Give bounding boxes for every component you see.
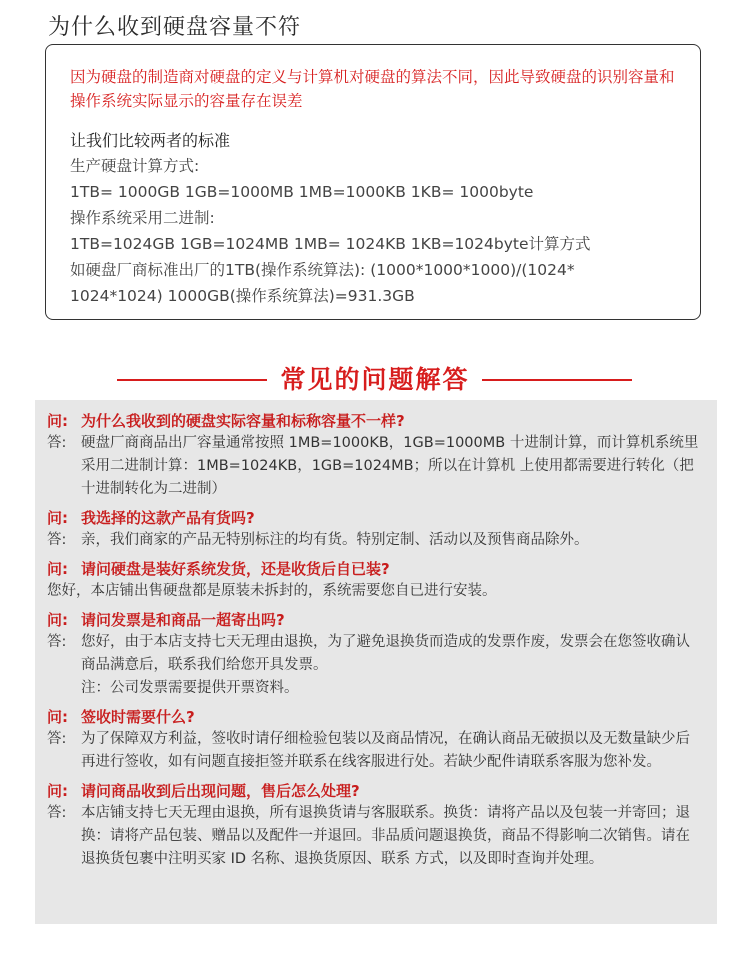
answer-text: 硬盘厂商商品出厂容量通常按照 1MB=1000KB，1GB=1000MB 十进制计算，而计算机系统里采用二进制计算：1MB=1024KB，1GB=1024MB；所以在计算机 上使用都需要进行转化（把十进制转化为二进制） [81,435,699,497]
warning-text: 因为硬盘的制造商对硬盘的定义与计算机对硬盘的算法不同，因此导致硬盘的识别容量和操作系统实际显示的容量存在误差 [70,68,675,110]
faq-item [47,410,701,501]
answer-text: 亲，我们商家的产品无特别标注的均有货。特别定制、活动以及预售商品除外。 [81,532,589,548]
question [47,780,701,802]
answer-note: 注：公司发票需要提供开票资料。 [81,680,299,696]
question [47,706,701,728]
standard-line: 1TB= 1000GB 1GB=1000MB 1MB=1000KB 1KB= 1000byte [70,183,534,201]
faq-item [47,706,701,774]
header-rule-right [482,379,632,381]
faq-item [47,507,701,552]
answer [47,802,701,871]
standard-line: 操作系统采用二进制: [70,209,215,227]
capacity-explanation-box [45,44,701,320]
question-mark: 问: [47,782,68,800]
faq-item [47,558,701,603]
faq-header-title: 常见的问题解答 [280,365,470,394]
question-text: 为什么我收到的硬盘实际容量和标称容量不一样? [81,412,405,430]
faq-header [0,358,750,398]
question-mark: 问: [47,611,68,629]
faq-item [47,780,701,871]
question-mark: 问: [47,708,68,726]
answer-mark: 答: [47,435,67,451]
answer-text: 本店铺支持七天无理由退换，所有退换货请与客服联系。换货：请将产品以及包装一并寄回；退换：请将产品包装、赠品以及配件一并退回。非品质问题退换货，商品不得影响二次销售。请在退换货包裹中注明买家 ID 名称、退换货原因、联系 方式，以及即时查询并处理。 [81,805,690,867]
answer [47,432,701,501]
question-text: 我选择的这款产品有货吗? [81,509,255,527]
question-text: 签收时需要什么? [81,708,195,726]
answer-text: 您好，本店铺出售硬盘都是原装未拆封的，系统需要您自已进行安装。 [47,583,497,599]
page-title: 为什么收到硬盘容量不符 [48,15,302,40]
question-text: 请问商品收到后出现问题，售后怎么处理? [81,782,360,800]
answer-mark: 答: [47,634,67,650]
standard-line: 如硬盘厂商标准出厂的1TB(操作系统算法): (1000*1000*1000)/(1024* [70,261,575,279]
answer-text: 您好，由于本店支持七天无理由退换，为了避免退换货而造成的发票作废，发票会在您签收确认商品满意后，联系我们给您开具发票。 [81,634,690,673]
standard-line: 1TB=1024GB 1GB=1024MB 1MB= 1024KB 1KB=1024byte计算方式 [70,235,591,253]
answer-text: 为了保障双方利益，签收时请仔细检验包装以及商品情况，在确认商品无破损以及无数量缺少后再进行签收，如有问题直接拒签并联系在线客服进行处。若缺少配件请联系客服为您补发。 [81,731,690,770]
question [47,410,701,432]
answer [47,529,701,552]
question-mark: 问: [47,509,68,527]
answer [47,580,701,603]
answer [47,631,701,677]
answer-mark: 答: [47,805,67,821]
question [47,507,701,529]
question-text: 请问发票是和商品一超寄出吗? [81,611,285,629]
header-rule-left [117,379,267,381]
compare-title: 让我们比较两者的标准 [70,131,231,150]
standard-line: 1024*1024) 1000GB(操作系统算法)=931.3GB [70,287,415,305]
question [47,558,701,580]
faq-panel [35,400,717,924]
faq-item [47,609,701,700]
question-mark: 问: [47,560,68,578]
answer-mark: 答: [47,532,67,548]
question [47,609,701,631]
answer [47,728,701,774]
answer-mark: 答: [47,731,67,747]
standard-line: 生产硬盘计算方式: [70,157,200,175]
question-mark: 问: [47,412,68,430]
question-text: 请问硬盘是装好系统发货，还是收货后自已装? [81,560,390,578]
